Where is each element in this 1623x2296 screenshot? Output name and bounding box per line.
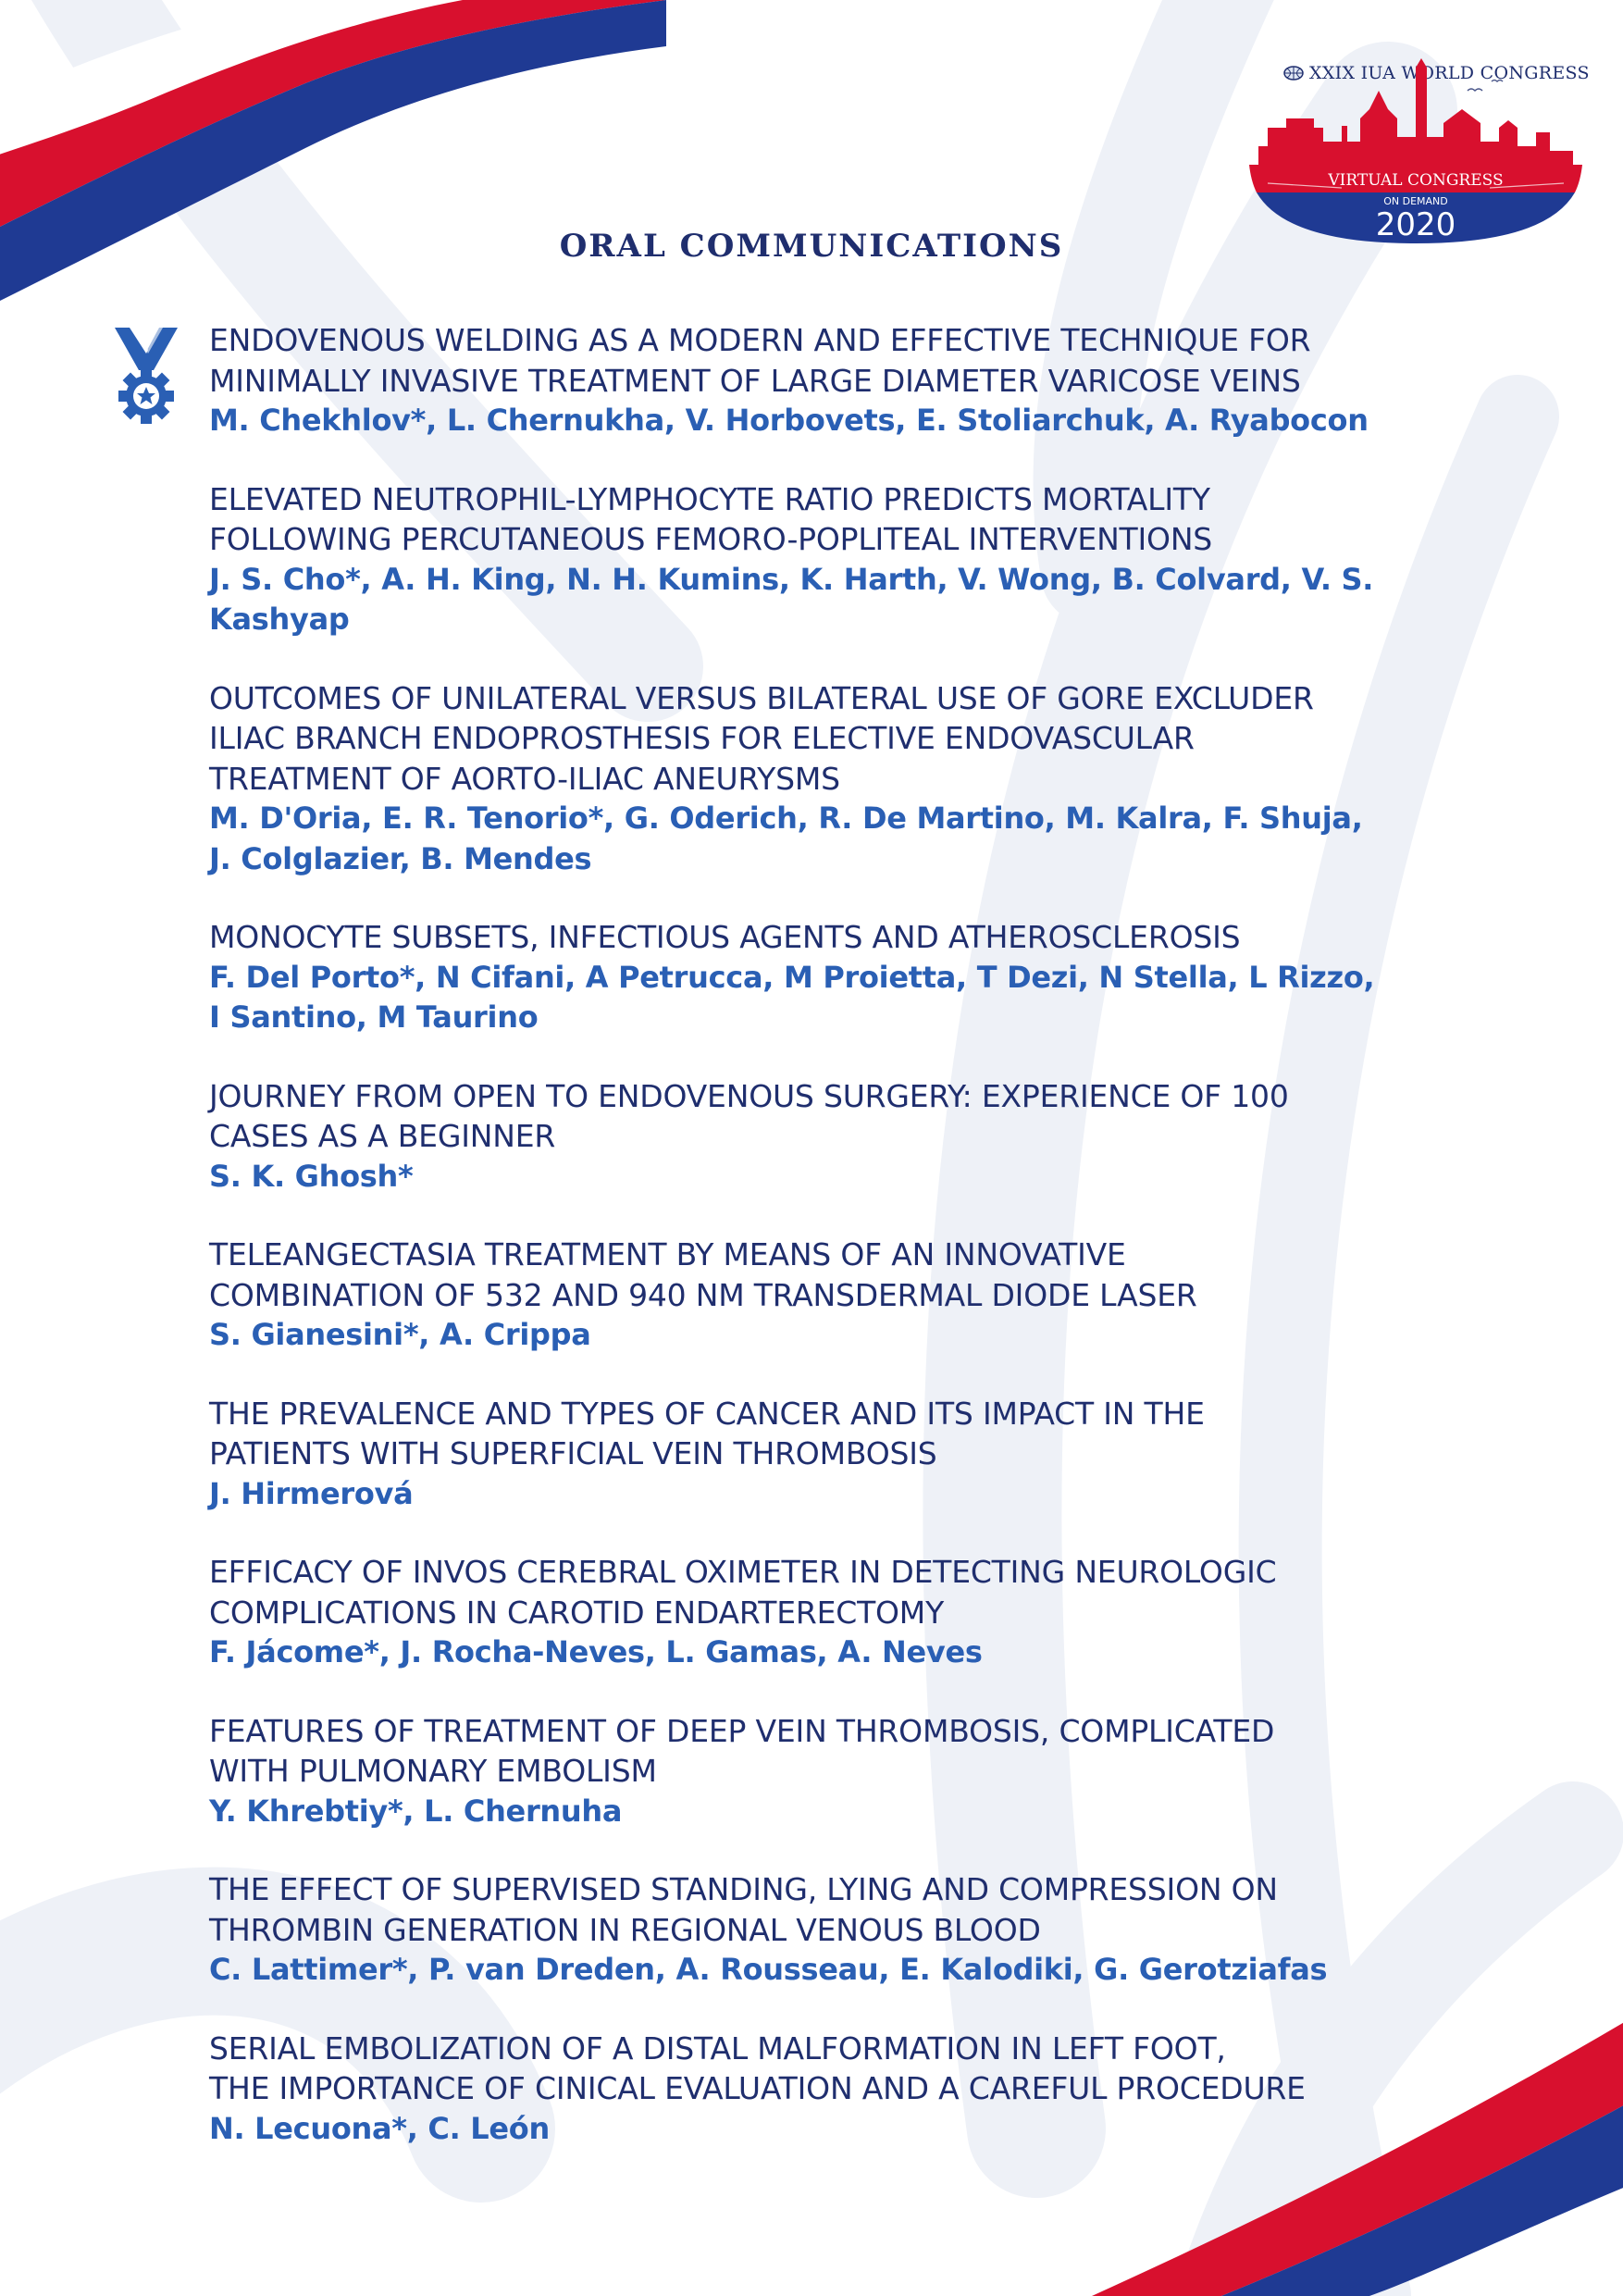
abstract-authors-line: M. D'Oria, E. R. Tenorio*, G. Oderich, R. De Martino, M. Kalra, F. Shuja, (209, 800, 1363, 836)
abstract-title-line: SERIAL EMBOLIZATION OF A DISTAL MALFORMATION IN LEFT FOOT, (209, 2029, 1226, 2066)
birds (1468, 81, 1503, 92)
abstract-authors (209, 1950, 1505, 1991)
abstract-authors (209, 2109, 1505, 2150)
abstract-entry (209, 917, 1505, 1038)
abstract-authors-line: F. Jácome*, J. Rocha-Neves, L. Gamas, A. Neves (209, 1634, 983, 1669)
abstract-entry (209, 1235, 1505, 1356)
abstract-title (209, 1869, 1505, 1950)
abstract-list (209, 320, 1505, 2187)
abstract-title-line: TREATMENT OF AORTO-ILIAC ANEURYSMS (209, 760, 840, 797)
congress-label-text: XXIX IUA WORLD CONGRESS (1309, 63, 1590, 83)
abstract-entry (209, 1711, 1505, 1832)
abstract-authors (209, 1474, 1505, 1515)
abstract-title-line: COMPLICATIONS IN CAROTID ENDARTERECTOMY (209, 1594, 945, 1631)
abstract-title (209, 1235, 1505, 1315)
abstract-title-line: PATIENTS WITH SUPERFICIAL VEIN THROMBOSIS (209, 1435, 937, 1471)
abstract-authors (209, 401, 1505, 441)
abstract-authors-line: J. S. Cho*, A. H. King, N. H. Kumins, K. Harth, V. Wong, B. Colvard, V. S. Kashyap (209, 561, 1374, 637)
abstract-entry (209, 678, 1505, 880)
abstract-authors-line: F. Del Porto*, N Cifani, A Petrucca, M Proietta, T Dezi, N Stella, L Rizzo, (209, 959, 1375, 995)
abstract-title (209, 917, 1505, 958)
abstract-authors-line: J. Colglazier, B. Mendes (209, 840, 592, 876)
abstract-title-line: COMBINATION OF 532 AND 940 NM TRANSDERMAL DIODE LASER (209, 1276, 1197, 1313)
abstract-title (209, 320, 1505, 401)
abstract-authors-line: N. Lecuona*, C. León (209, 2110, 550, 2146)
abstract-title-line: THE PREVALENCE AND TYPES OF CANCER AND ITS IMPACT IN THE (209, 1395, 1205, 1432)
abstract-authors (209, 1157, 1505, 1198)
abstract-title-line: MONOCYTE SUBSETS, INFECTIOUS AGENTS AND ATHEROSCLEROSIS (209, 919, 1241, 955)
abstract-title (209, 1552, 1505, 1632)
abstract-authors (209, 1315, 1505, 1356)
logo-line1: VIRTUAL CONGRESS (1328, 171, 1504, 190)
abstract-entry (209, 479, 1505, 640)
abstract-title (209, 1394, 1505, 1474)
section-title: ORAL COMMUNICATIONS (559, 228, 1064, 265)
abstract-title-line: CASES AS A BEGINNER (209, 1118, 556, 1154)
abstract-authors-line: S. K. Ghosh* (209, 1158, 414, 1194)
abstract-entry (209, 1076, 1505, 1198)
abstract-title (209, 1076, 1505, 1157)
abstract-authors (209, 799, 1505, 879)
abstract-authors-line: C. Lattimer*, P. van Dreden, A. Rousseau, E. Kalodiki, G. Gerotziafas (209, 1952, 1328, 1987)
abstract-title-line: THE EFFECT OF SUPERVISED STANDING, LYING AND COMPRESSION ON (209, 1871, 1278, 1907)
congress-logo (1231, 54, 1601, 248)
abstract-entry (209, 1552, 1505, 1673)
medal-icon (113, 326, 180, 424)
abstract-authors-line: J. Hirmerová (209, 1475, 414, 1511)
abstract-authors-line: Y. Khrebtiy*, L. Chernuha (209, 1793, 623, 1829)
abstract-title-line: ELEVATED NEUTROPHIL-LYMPHOCYTE RATIO PREDICTS MORTALITY (209, 480, 1210, 517)
abstract-title-line: THROMBIN GENERATION IN REGIONAL VENOUS BLOOD (209, 1911, 1041, 1948)
abstract-authors-line: I Santino, M Taurino (209, 999, 539, 1035)
abstract-title-line: EFFICACY OF INVOS CEREBRAL OXIMETER IN DETECTING NEUROLOGIC (209, 1554, 1277, 1590)
abstract-title-line: ENDOVENOUS WELDING AS A MODERN AND EFFECTIVE TECHNIQUE FOR (209, 322, 1311, 358)
abstract-title (209, 678, 1505, 800)
abstract-authors (209, 1792, 1505, 1832)
abstract-title-line: THE IMPORTANCE OF CINICAL EVALUATION AND A CAREFUL PROCEDURE (209, 2070, 1306, 2106)
logo-line2: ON DEMAND (1383, 195, 1448, 207)
abstract-authors (209, 560, 1505, 640)
abstract-entry (209, 2029, 1505, 2150)
abstract-authors-line: M. Chekhlov*, L. Chernukha, V. Horbovets, E. Stoliarchuk, A. Ryabocon (209, 403, 1369, 438)
logo-year: 2020 (1375, 206, 1456, 243)
abstract-authors (209, 958, 1505, 1038)
abstract-title-line: WITH PULMONARY EMBOLISM (209, 1753, 657, 1789)
abstract-title-line: JOURNEY FROM OPEN TO ENDOVENOUS SURGERY: EXPERIENCE OF 100 (209, 1077, 1289, 1114)
abstract-title-line: TELEANGECTASIA TREATMENT BY MEANS OF AN INNOVATIVE (209, 1236, 1126, 1272)
abstract-title (209, 479, 1505, 560)
abstract-title-line: MINIMALLY INVASIVE TREATMENT OF LARGE DIAMETER VARICOSE VEINS (209, 362, 1301, 399)
rome-skyline (1258, 58, 1573, 168)
abstract-title (209, 2029, 1505, 2109)
abstract-title-line: ILIAC BRANCH ENDOPROSTHESIS FOR ELECTIVE ENDOVASCULAR (209, 720, 1195, 756)
abstract-authors (209, 1632, 1505, 1673)
abstract-entry (209, 320, 1505, 441)
abstract-title (209, 1711, 1505, 1792)
abstract-entry (209, 1869, 1505, 1991)
abstract-authors-line: S. Gianesini*, A. Crippa (209, 1317, 591, 1352)
abstract-title-line: FOLLOWING PERCUTANEOUS FEMORO-POPLITEAL INTERVENTIONS (209, 521, 1213, 557)
abstract-entry (209, 1394, 1505, 1515)
abstract-title-line: OUTCOMES OF UNILATERAL VERSUS BILATERAL USE OF GORE EXCLUDER (209, 679, 1314, 716)
abstract-title-line: FEATURES OF TREATMENT OF DEEP VEIN THROMBOSIS, COMPLICATED (209, 1712, 1275, 1749)
